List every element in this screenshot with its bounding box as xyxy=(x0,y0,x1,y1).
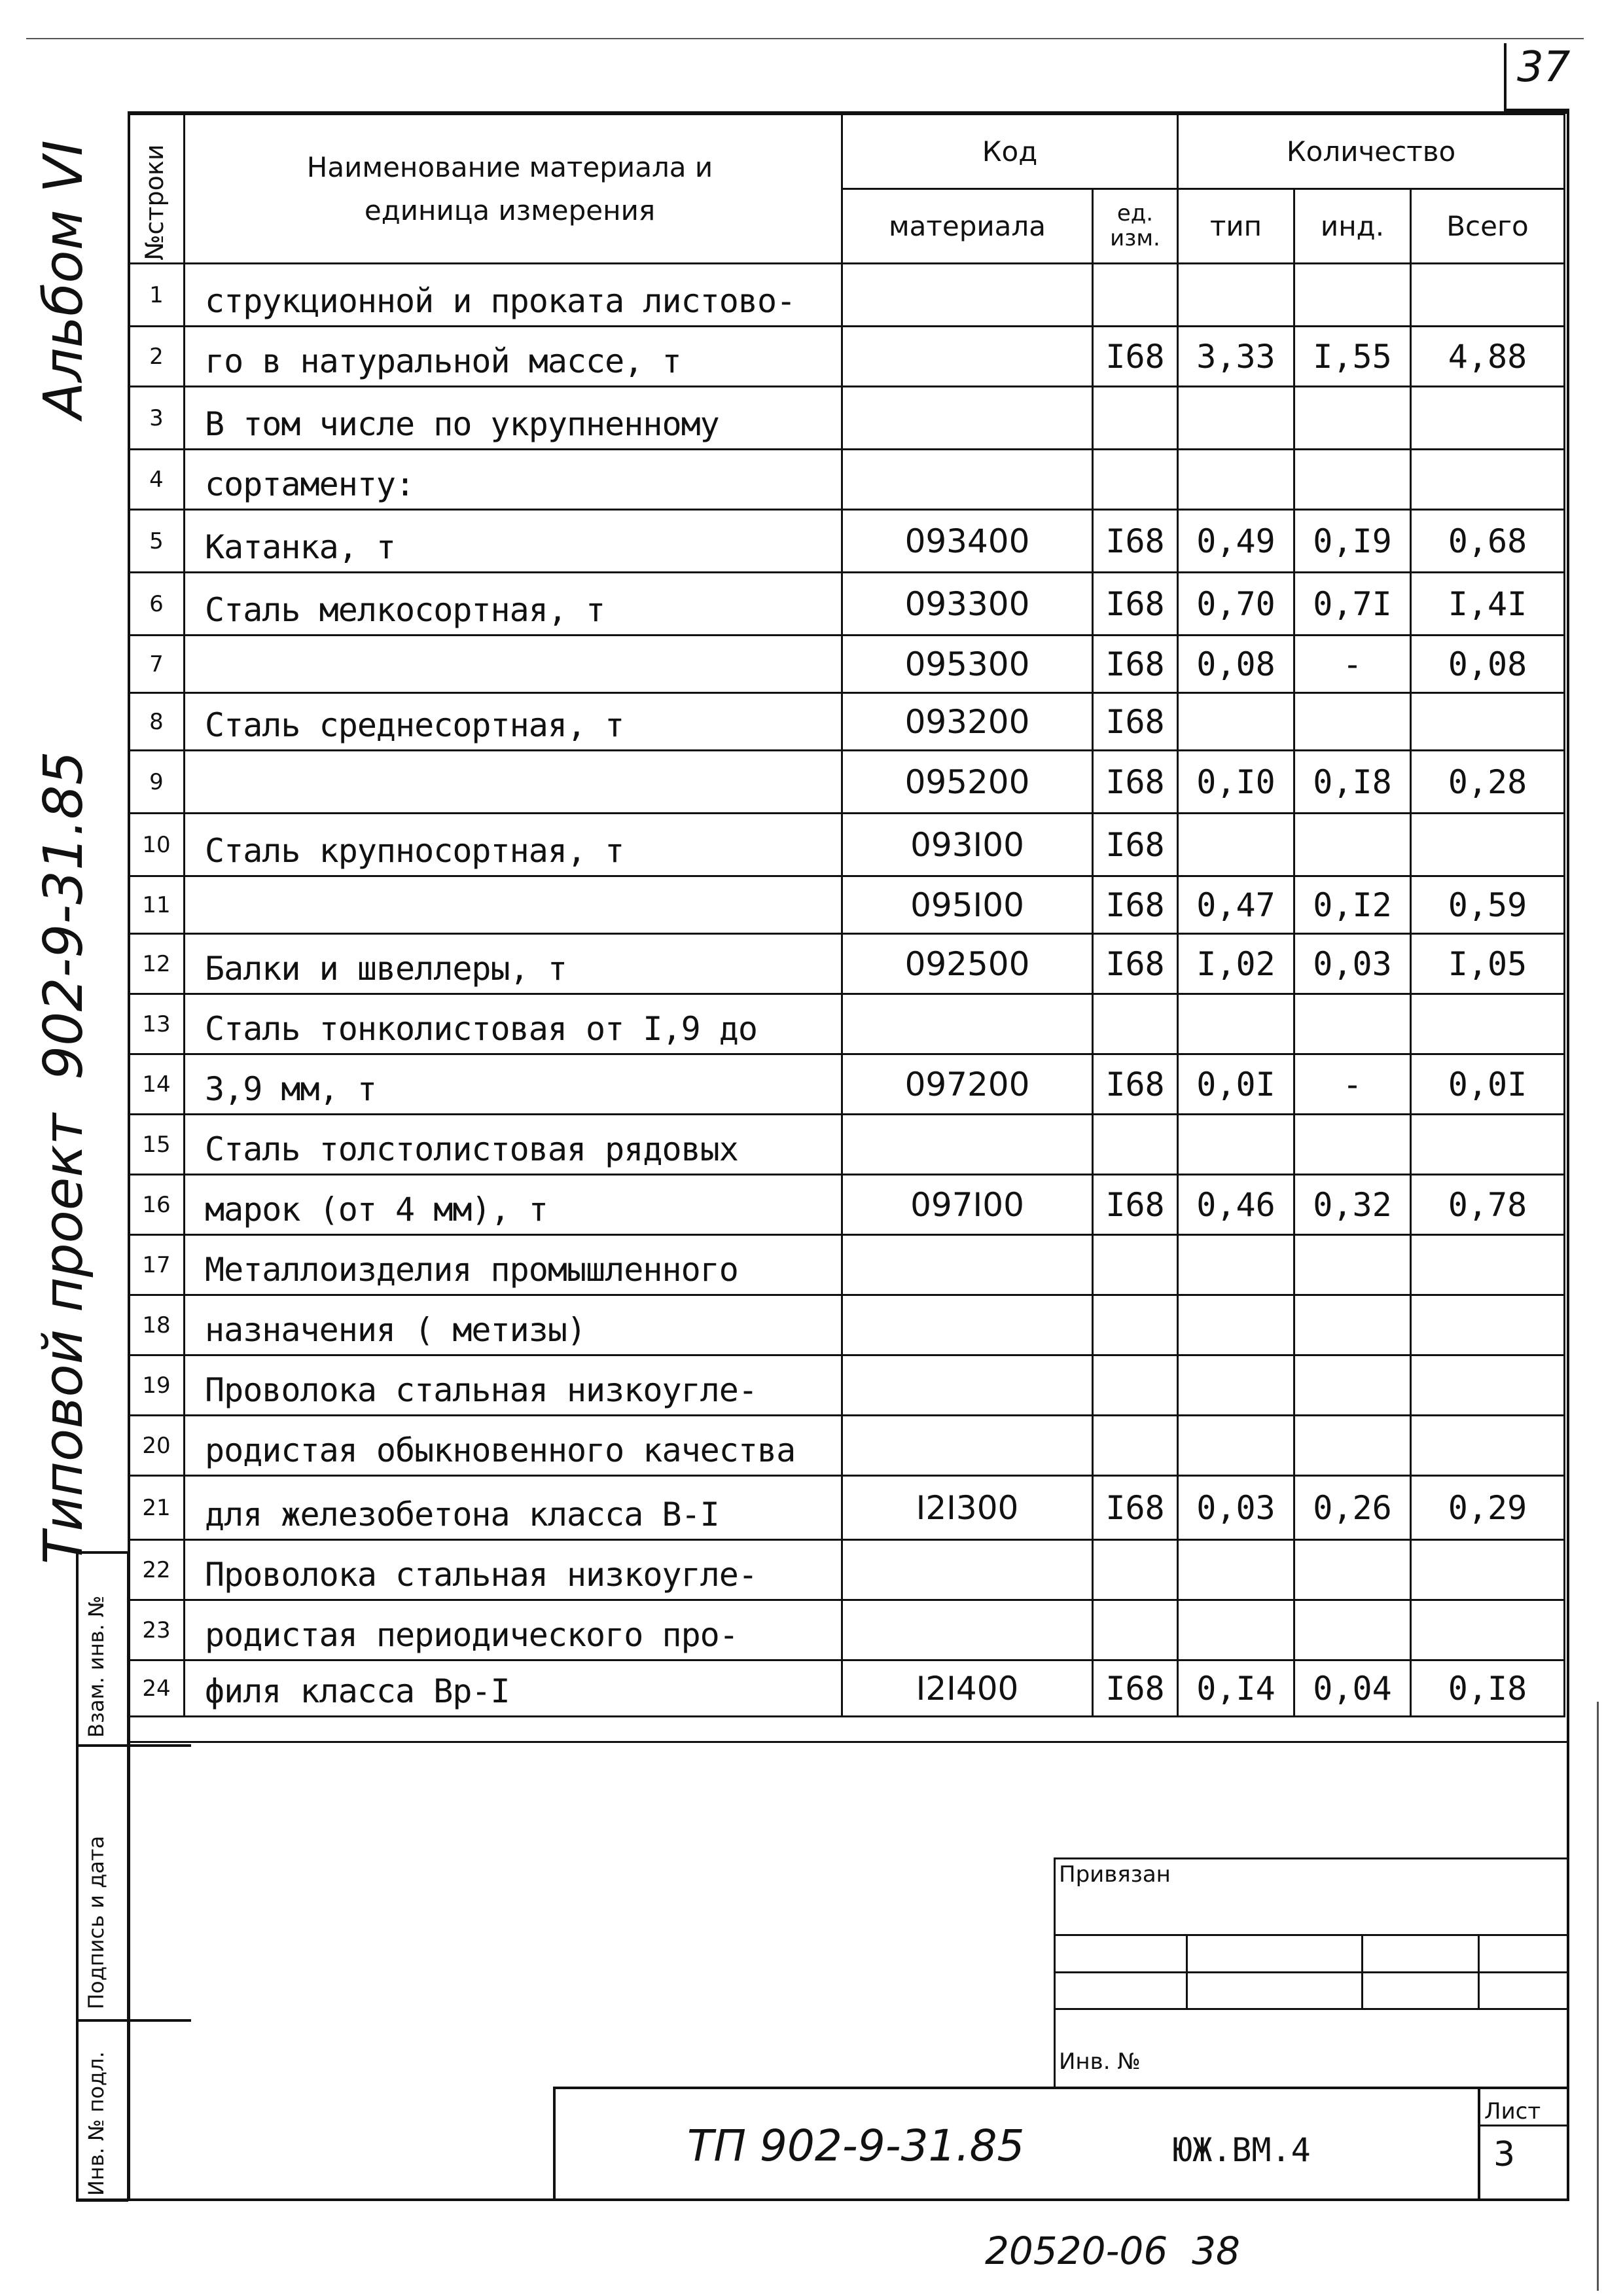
document-mark: ЮЖ.ВМ.4 xyxy=(1173,2131,1311,2169)
sheet-cell-divider xyxy=(1478,2087,1480,2201)
row-number: 14 xyxy=(129,1054,185,1115)
row-number: 4 xyxy=(129,450,185,510)
qty-typ xyxy=(1178,1115,1294,1175)
header-qty: Количество xyxy=(1178,115,1565,189)
table-row xyxy=(129,327,1565,387)
unit-code xyxy=(1093,1115,1178,1175)
material-name xyxy=(185,751,842,814)
qty-total xyxy=(1411,1295,1565,1355)
table-row xyxy=(129,693,1565,751)
qty-total: 0,59 xyxy=(1411,876,1565,934)
top-edge-line xyxy=(26,38,1584,39)
qty-ind: 0,7I xyxy=(1294,573,1411,636)
unit-code xyxy=(1093,1235,1178,1295)
qty-typ: 0,0I xyxy=(1178,1054,1294,1115)
qty-total xyxy=(1411,1115,1565,1175)
row-number: 5 xyxy=(129,510,185,573)
material-name: В том числе по укрупненному xyxy=(185,387,842,450)
material-code: I2I400 xyxy=(842,1660,1093,1717)
unit-code: I68 xyxy=(1093,1175,1178,1235)
material-code: 095I00 xyxy=(842,876,1093,934)
table-row xyxy=(129,1295,1565,1355)
qty-ind: 0,I8 xyxy=(1294,751,1411,814)
qty-typ xyxy=(1178,1416,1294,1476)
table-row xyxy=(129,1175,1565,1235)
row-number: 10 xyxy=(129,814,185,876)
materials-table xyxy=(128,113,1565,1717)
material-name: Сталь среднесортная, т xyxy=(185,693,842,751)
unit-code: I68 xyxy=(1093,1476,1178,1540)
qty-total: 0,29 xyxy=(1411,1476,1565,1540)
material-code: 095300 xyxy=(842,636,1093,693)
unit-code: I68 xyxy=(1093,510,1178,573)
right-edge-line xyxy=(1597,1702,1599,2291)
table-row xyxy=(129,636,1565,693)
material-code: 097200 xyxy=(842,1054,1093,1115)
qty-total xyxy=(1411,1235,1565,1295)
qty-ind xyxy=(1294,387,1411,450)
qty-ind xyxy=(1294,1540,1411,1600)
unit-code: I68 xyxy=(1093,693,1178,751)
qty-typ xyxy=(1178,1295,1294,1355)
material-name: назначения ( метизы) xyxy=(185,1295,842,1355)
material-code: 093300 xyxy=(842,573,1093,636)
qty-ind xyxy=(1294,1600,1411,1660)
table-row xyxy=(129,510,1565,573)
unit-code xyxy=(1093,1600,1178,1660)
qty-typ: 0,47 xyxy=(1178,876,1294,934)
material-code: 093200 xyxy=(842,693,1093,751)
table-row xyxy=(129,1540,1565,1600)
table-row xyxy=(129,1235,1565,1295)
linked-vline-2 xyxy=(1361,1934,1363,2008)
qty-ind: I,55 xyxy=(1294,327,1411,387)
material-name: филя класса Вр-I xyxy=(185,1660,842,1717)
material-name: 3,9 мм, т xyxy=(185,1054,842,1115)
row-number: 20 xyxy=(129,1416,185,1476)
qty-total: I,4I xyxy=(1411,573,1565,636)
qty-typ: 0,I0 xyxy=(1178,751,1294,814)
album-label: Альбом VI xyxy=(33,140,95,419)
qty-total xyxy=(1411,1416,1565,1476)
qty-ind xyxy=(1294,814,1411,876)
qty-total xyxy=(1411,264,1565,327)
unit-code xyxy=(1093,264,1178,327)
qty-ind: 0,32 xyxy=(1294,1175,1411,1235)
qty-total: 0,0I xyxy=(1411,1054,1565,1115)
row-number: 19 xyxy=(129,1355,185,1416)
header-code: Код xyxy=(842,115,1178,189)
row-number: 9 xyxy=(129,751,185,814)
material-code xyxy=(842,450,1093,510)
qty-ind xyxy=(1294,1115,1411,1175)
table-row xyxy=(129,264,1565,327)
row-number: 7 xyxy=(129,636,185,693)
qty-ind xyxy=(1294,1355,1411,1416)
unit-code: I68 xyxy=(1093,934,1178,994)
qty-typ xyxy=(1178,814,1294,876)
qty-ind xyxy=(1294,1295,1411,1355)
qty-typ: 0,46 xyxy=(1178,1175,1294,1235)
footer-note: 20520-06 38 xyxy=(985,2229,1240,2273)
material-code: I2I300 xyxy=(842,1476,1093,1540)
qty-ind xyxy=(1294,1235,1411,1295)
table-row xyxy=(129,1660,1565,1717)
linked-vline-3 xyxy=(1478,1934,1480,2008)
material-name: сортаменту: xyxy=(185,450,842,510)
row-number: 3 xyxy=(129,387,185,450)
material-name: для железобетона класса В-I xyxy=(185,1476,842,1540)
material-code xyxy=(842,387,1093,450)
qty-typ xyxy=(1178,1235,1294,1295)
linked-line-1 xyxy=(1054,1934,1569,1936)
material-name: Катанка, т xyxy=(185,510,842,573)
page-number: 37 xyxy=(1517,43,1571,92)
unit-code xyxy=(1093,994,1178,1054)
unit-code: I68 xyxy=(1093,751,1178,814)
unit-code: I68 xyxy=(1093,573,1178,636)
table-row xyxy=(129,751,1565,814)
material-code xyxy=(842,1115,1093,1175)
row-number: 16 xyxy=(129,1175,185,1235)
qty-typ xyxy=(1178,693,1294,751)
qty-ind: 0,I9 xyxy=(1294,510,1411,573)
header-name-text: Наименование материала и единица измерения xyxy=(306,151,713,226)
header-row-no-cell xyxy=(129,115,185,264)
unit-code: I68 xyxy=(1093,1054,1178,1115)
unit-code xyxy=(1093,1416,1178,1476)
qty-typ xyxy=(1178,264,1294,327)
qty-typ: 0,70 xyxy=(1178,573,1294,636)
qty-typ: 0,03 xyxy=(1178,1476,1294,1540)
qty-typ: 0,49 xyxy=(1178,510,1294,573)
material-code xyxy=(842,1295,1093,1355)
qty-total xyxy=(1411,450,1565,510)
table-row xyxy=(129,1476,1565,1540)
table-row xyxy=(129,450,1565,510)
project-code-side: 902-9-31.85 xyxy=(33,751,95,1080)
qty-total xyxy=(1411,814,1565,876)
material-code: 093400 xyxy=(842,510,1093,573)
table-row xyxy=(129,1600,1565,1660)
table-row xyxy=(129,1054,1565,1115)
qty-ind xyxy=(1294,693,1411,751)
row-number: 24 xyxy=(129,1660,185,1717)
row-number: 6 xyxy=(129,573,185,636)
material-code xyxy=(842,327,1093,387)
row-number: 23 xyxy=(129,1600,185,1660)
row-number: 22 xyxy=(129,1540,185,1600)
qty-ind xyxy=(1294,1416,1411,1476)
material-code xyxy=(842,1355,1093,1416)
material-name: Сталь крупносортная, т xyxy=(185,814,842,876)
qty-typ: I,02 xyxy=(1178,934,1294,994)
material-code xyxy=(842,1540,1093,1600)
unit-code: I68 xyxy=(1093,636,1178,693)
material-name: го в натуральной массе, т xyxy=(185,327,842,387)
row-number: 21 xyxy=(129,1476,185,1540)
unit-code xyxy=(1093,387,1178,450)
material-code: 092500 xyxy=(842,934,1093,994)
material-name: Проволока стальная низкоугле- xyxy=(185,1355,842,1416)
inv-original-label: Инв. № подл. xyxy=(84,2051,109,2196)
linked-label: Привязан xyxy=(1059,1861,1171,1888)
header-unit xyxy=(1093,189,1178,264)
table-row xyxy=(129,994,1565,1054)
qty-typ: 3,33 xyxy=(1178,327,1294,387)
qty-total: 0,78 xyxy=(1411,1175,1565,1235)
table-row xyxy=(129,1416,1565,1476)
row-number: 12 xyxy=(129,934,185,994)
unit-code xyxy=(1093,1295,1178,1355)
material-name: Металлоизделия промышленного xyxy=(185,1235,842,1295)
qty-typ xyxy=(1178,1600,1294,1660)
material-code xyxy=(842,994,1093,1054)
header-ind: инд. xyxy=(1294,189,1411,264)
material-code: 097I00 xyxy=(842,1175,1093,1235)
qty-typ: 0,I4 xyxy=(1178,1660,1294,1717)
linked-vline-1 xyxy=(1186,1934,1188,2008)
linked-line-3 xyxy=(1054,2008,1569,2010)
header-row-no: №строки xyxy=(140,144,169,260)
unit-code: I68 xyxy=(1093,814,1178,876)
linked-line-2 xyxy=(1054,1971,1569,1973)
table-row xyxy=(129,934,1565,994)
material-name: Сталь толстолистовая рядовых xyxy=(185,1115,842,1175)
material-code xyxy=(842,1416,1093,1476)
qty-ind: - xyxy=(1294,636,1411,693)
qty-ind: 0,04 xyxy=(1294,1660,1411,1717)
table-row xyxy=(129,814,1565,876)
row-number: 18 xyxy=(129,1295,185,1355)
side-stamp-divider-2 xyxy=(76,2019,191,2022)
signature-date-label: Подпись и дата xyxy=(84,1835,109,2009)
qty-total: 0,08 xyxy=(1411,636,1565,693)
row-number: 15 xyxy=(129,1115,185,1175)
unit-code xyxy=(1093,1355,1178,1416)
inv-no-label: Инв. № xyxy=(1059,2049,1141,2075)
qty-total: 0,68 xyxy=(1411,510,1565,573)
unit-code: I68 xyxy=(1093,876,1178,934)
qty-total xyxy=(1411,1540,1565,1600)
material-name: родистая обыкновенного качества xyxy=(185,1416,842,1476)
qty-typ xyxy=(1178,1540,1294,1600)
table-row xyxy=(129,573,1565,636)
material-code xyxy=(842,1600,1093,1660)
qty-ind: 0,26 xyxy=(1294,1476,1411,1540)
qty-ind: - xyxy=(1294,1054,1411,1115)
qty-typ xyxy=(1178,387,1294,450)
row-number: 2 xyxy=(129,327,185,387)
qty-total xyxy=(1411,1600,1565,1660)
row-number: 11 xyxy=(129,876,185,934)
row-number: 17 xyxy=(129,1235,185,1295)
material-name xyxy=(185,876,842,934)
project-type-label: Типовой проект xyxy=(33,1113,95,1564)
qty-typ: 0,08 xyxy=(1178,636,1294,693)
qty-ind xyxy=(1294,450,1411,510)
table-row xyxy=(129,1115,1565,1175)
material-code: 093I00 xyxy=(842,814,1093,876)
qty-ind: 0,I2 xyxy=(1294,876,1411,934)
row-number: 1 xyxy=(129,264,185,327)
qty-total: 0,I8 xyxy=(1411,1660,1565,1717)
header-material: материала xyxy=(842,189,1093,264)
materials-rows xyxy=(129,264,1565,1717)
header-typ: тип xyxy=(1178,189,1294,264)
qty-typ xyxy=(1178,1355,1294,1416)
qty-total xyxy=(1411,1355,1565,1416)
table-row xyxy=(129,1355,1565,1416)
material-name: Балки и швеллеры, т xyxy=(185,934,842,994)
qty-total xyxy=(1411,387,1565,450)
header-unit-text: ед. изм. xyxy=(1110,200,1160,251)
header-total: Всего xyxy=(1411,189,1565,264)
qty-total: I,05 xyxy=(1411,934,1565,994)
row-number: 8 xyxy=(129,693,185,751)
material-code xyxy=(842,1235,1093,1295)
table-row xyxy=(129,387,1565,450)
material-name: Сталь тонколистовая от I,9 до xyxy=(185,994,842,1054)
document-code: ТП 902-9-31.85 xyxy=(687,2121,1025,2171)
header-name xyxy=(185,115,842,264)
replace-inv-label: Взам. инв. № xyxy=(84,1595,109,1738)
material-code xyxy=(842,264,1093,327)
qty-total xyxy=(1411,994,1565,1054)
qty-typ xyxy=(1178,450,1294,510)
side-stamp-divider-3 xyxy=(76,2199,128,2202)
material-name: Проволока стальная низкоугле- xyxy=(185,1540,842,1600)
body-bottom-line xyxy=(128,1741,1569,1743)
material-name xyxy=(185,636,842,693)
unit-code xyxy=(1093,1540,1178,1600)
material-name: родистая периодического про- xyxy=(185,1600,842,1660)
qty-total: 4,88 xyxy=(1411,327,1565,387)
qty-typ xyxy=(1178,994,1294,1054)
qty-ind xyxy=(1294,264,1411,327)
sheet-label: Лист xyxy=(1484,2098,1541,2125)
material-name: марок (от 4 мм), т xyxy=(185,1175,842,1235)
qty-total xyxy=(1411,693,1565,751)
side-stamp-divider-1 xyxy=(76,1744,191,1747)
sheet-cell-hline xyxy=(1478,2125,1569,2126)
material-name: струкционной и проката листово- xyxy=(185,264,842,327)
unit-code: I68 xyxy=(1093,327,1178,387)
unit-code: I68 xyxy=(1093,1660,1178,1717)
material-code: 095200 xyxy=(842,751,1093,814)
row-number: 13 xyxy=(129,994,185,1054)
sheet-number: 3 xyxy=(1493,2135,1516,2174)
table-row xyxy=(129,876,1565,934)
qty-ind: 0,03 xyxy=(1294,934,1411,994)
material-name: Сталь мелкосортная, т xyxy=(185,573,842,636)
qty-ind xyxy=(1294,994,1411,1054)
unit-code xyxy=(1093,450,1178,510)
qty-total: 0,28 xyxy=(1411,751,1565,814)
